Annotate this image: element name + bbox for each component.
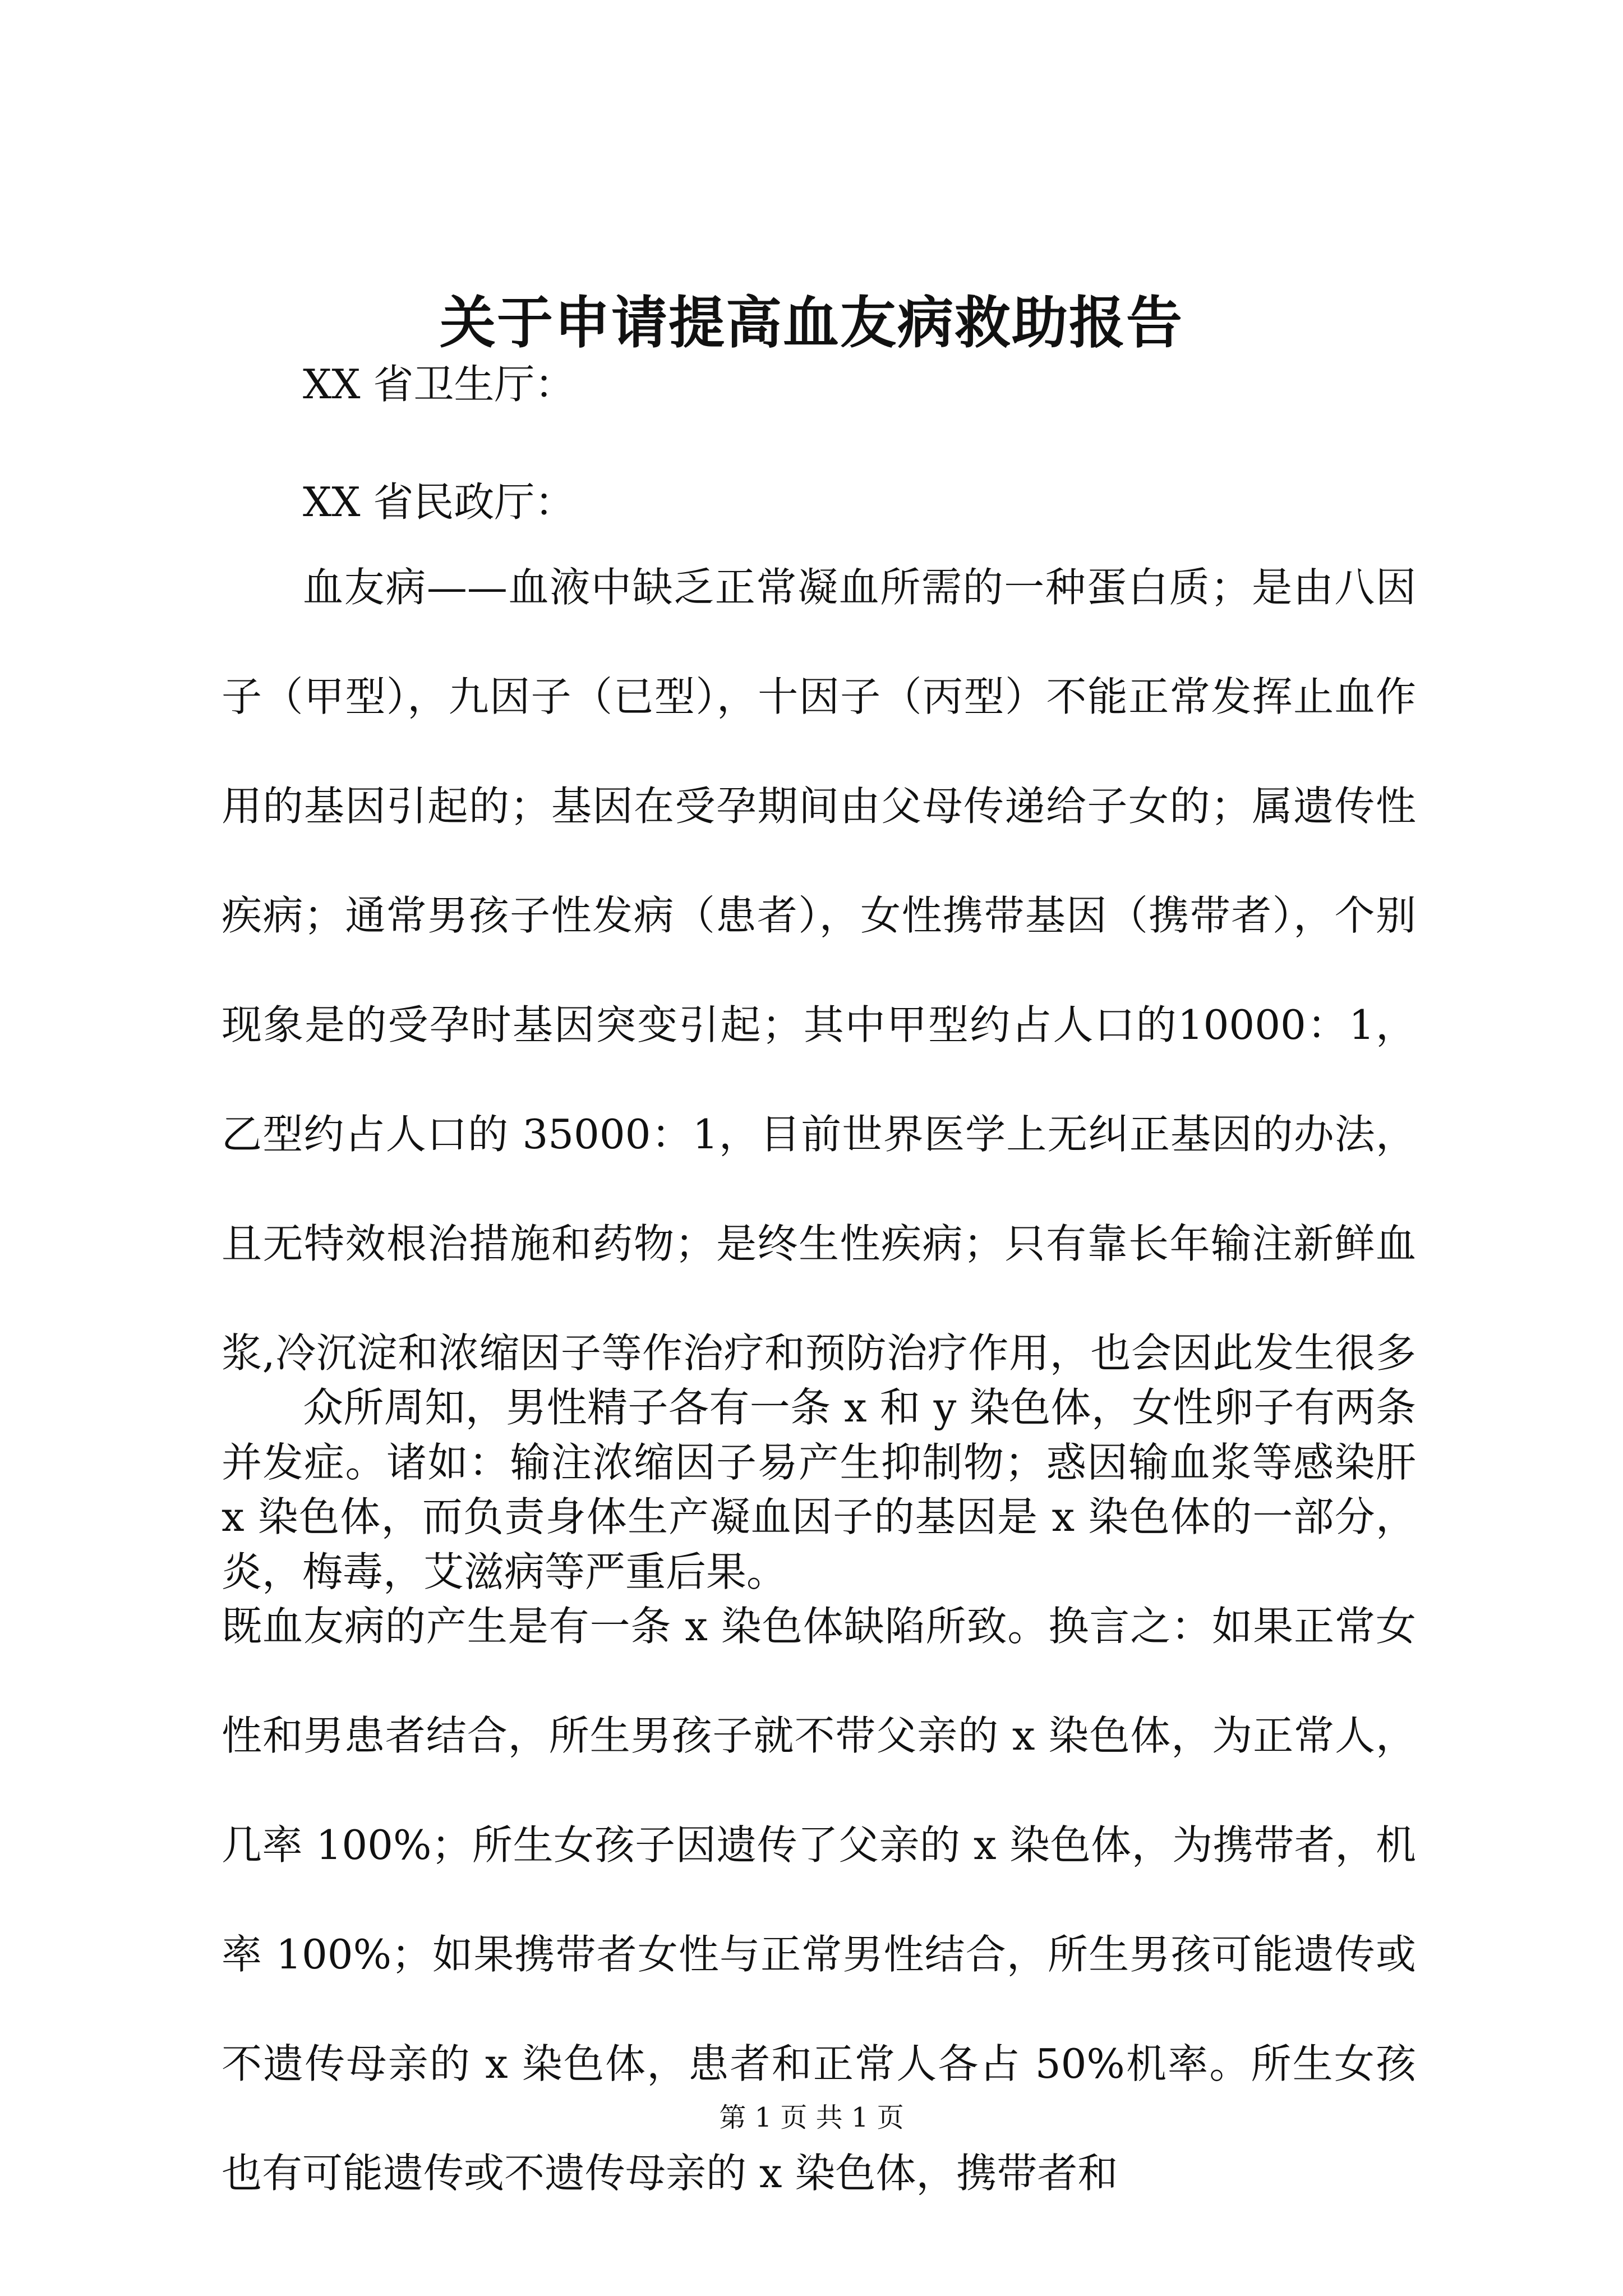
body-paragraph: 血友病——血液中缺乏正常凝血所需的一种蛋白质；是由八因子（甲型），九因子（已型），十因子（丙型）不能正常发挥止血作用的基因引起的；基因在受孕期间由父母传递给子女的；属遗传性疾病；通常男孩子性发病（患者），女性携带基因（携带者），个别现象是的受孕时基因突变引起；其中甲型约占人口的10000：1，乙型约占人口的 35000：1，目前世界医学上无纠正基因的办法，且无特效根治措施和药物；是终生性疾病；只有靠长年输注新鲜血浆,冷沉淀和浓缩因子等作治疗和预防治疗作用，也会因此发生很多并发症。诸如：输注浓缩因子易产生抑制物；惑因输血浆等感染肝炎，梅毒，艾滋病等严重后果。 bbox=[222, 564, 1416, 1595]
salutation-health-department: XX 省卫生厅： bbox=[303, 361, 575, 408]
document-title: 关于申请提高血友病救助报告 bbox=[440, 289, 1183, 356]
body-paragraph: 众所周知，男性精子各有一条 x 和 y 染色体，女性卵子有两条 x 染色体，而负责身体生产凝血因子的基因是 x 染色体的一部分，既血友病的产生是有一条 x 染色体缺陷所致。换言之：如果正常女性和男患者结合，所生男孩子就不带父亲的 x 染色体，为正常人，几率 100%；所生女孩子因遗传了父亲的 x 染色体，为携带者，机率 100%；如果携带者女性与正常男性结合，所生男孩可能遗传或不遗传母亲的 x 染色体，患者和正常人各占 50%机率。所生女孩也有可能遗传或不遗传母亲的 x 染色体，携带者和 bbox=[222, 1384, 1416, 2197]
page-footer: 第 1 页 共 1 页 bbox=[719, 2102, 904, 2133]
salutation-civil-affairs-department: XX 省民政厅： bbox=[303, 478, 575, 526]
